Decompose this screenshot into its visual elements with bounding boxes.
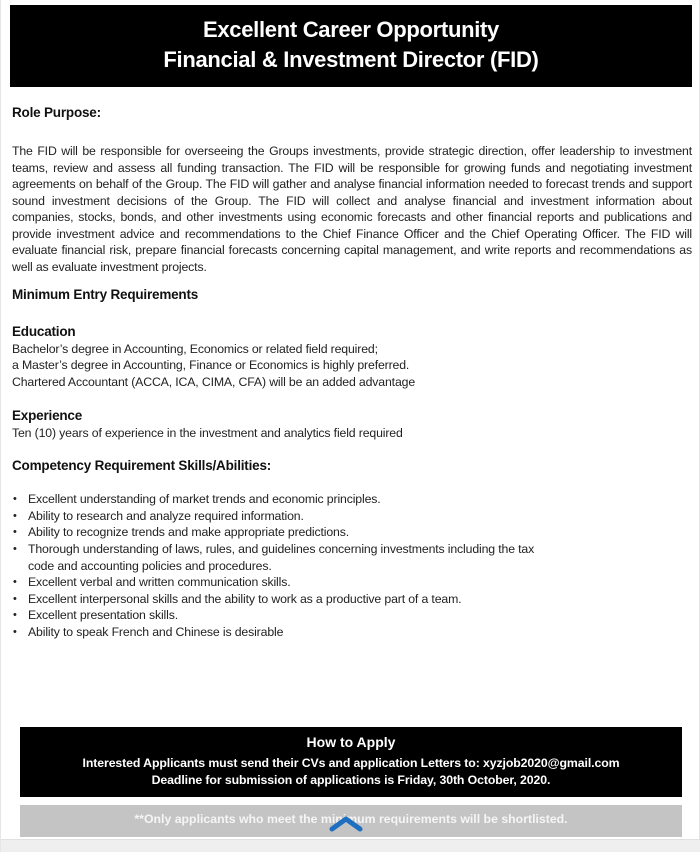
apply-instructions: Interested Applicants must send their CVs and application Letters to: xyzjob2020@gmail.com — [82, 756, 620, 770]
education-line: Bachelor’s degree in Accounting, Economics or related field required; — [12, 342, 378, 356]
chevron-up-icon — [326, 812, 366, 834]
competency-item: • Excellent verbal and written communication skills. — [12, 574, 547, 591]
experience-heading: Experience — [12, 407, 83, 423]
competency-item: • Ability to speak French and Chinese is desirable — [12, 624, 547, 641]
min-entry-heading: Minimum Entry Requirements — [12, 287, 199, 302]
competency-item: • Excellent understanding of market trends and economic principles. — [12, 491, 547, 508]
education-line: Chartered Accountant (ACCA, ICA, CIMA, CFA) will be an added advantage — [12, 374, 416, 389]
education-list — [12, 341, 692, 390]
bottom-bar — [1, 839, 700, 852]
competency-item: • Ability to research and analyze required information. — [12, 508, 547, 525]
education-heading: Education — [12, 324, 76, 339]
how-to-apply-title: How to Apply — [306, 734, 396, 750]
competency-list — [12, 491, 547, 640]
scroll-to-top-button[interactable] — [326, 812, 366, 834]
competency-heading: Competency Requirement Skills/Abilities: — [12, 458, 272, 474]
how-to-apply-box — [20, 727, 682, 797]
shortlist-note: **Only applicants who meet the minimum requirements will be shortlisted. — [20, 805, 682, 837]
competency-item: • Excellent interpersonal skills and the ability to work as a productive part of a team. — [12, 591, 692, 608]
competency-item: • Thorough understanding of laws, rules, and guidelines concerning investments including the tax code and accounting policies and procedures. — [12, 541, 547, 574]
banner-title-line1: Excellent Career Opportunity — [202, 17, 499, 42]
experience-text-wrap — [12, 425, 692, 441]
banner-title-line2: Financial & Investment Director (FID) — [163, 47, 539, 72]
education-line: a Master’s degree in Accounting, Finance or Economics is highly preferred. — [12, 358, 410, 373]
main-content — [12, 104, 692, 641]
role-purpose-text: The FID will be responsible for overseeing the Groups investments, provide strategic direction, offer leadership to investment teams, review and assess all funding transaction. The FID will be responsible for growing funds and negotiating investment agreements on behalf of the Group. The FID will gather and analyse financial information needed to forecast trends and support sound investment decisions of the Group. The FID will collect and analyse financial and investment information about companies, stocks, bonds, and other investments using economic forecasts and other financial reports and publications and provide investment advice and recommendations to the Chief Finance Officer and the Chief Operating Officer. The FID will evaluate financial risk, prepare financial forecasts concerning capital management, and write reports and recommendations as well as evaluate investment projects. — [12, 144, 692, 274]
apply-deadline: Deadline for submission of applications is Friday, 30th October, 2020. — [151, 772, 551, 787]
competency-item: • Ability to recognize trends and make appropriate predictions. — [12, 524, 547, 541]
experience-text: Ten (10) years of experience in the investment and analytics field required — [12, 425, 403, 440]
competency-item: • Excellent presentation skills. — [12, 607, 547, 624]
role-purpose-heading: Role Purpose: — [12, 105, 101, 120]
title-banner — [10, 5, 692, 87]
